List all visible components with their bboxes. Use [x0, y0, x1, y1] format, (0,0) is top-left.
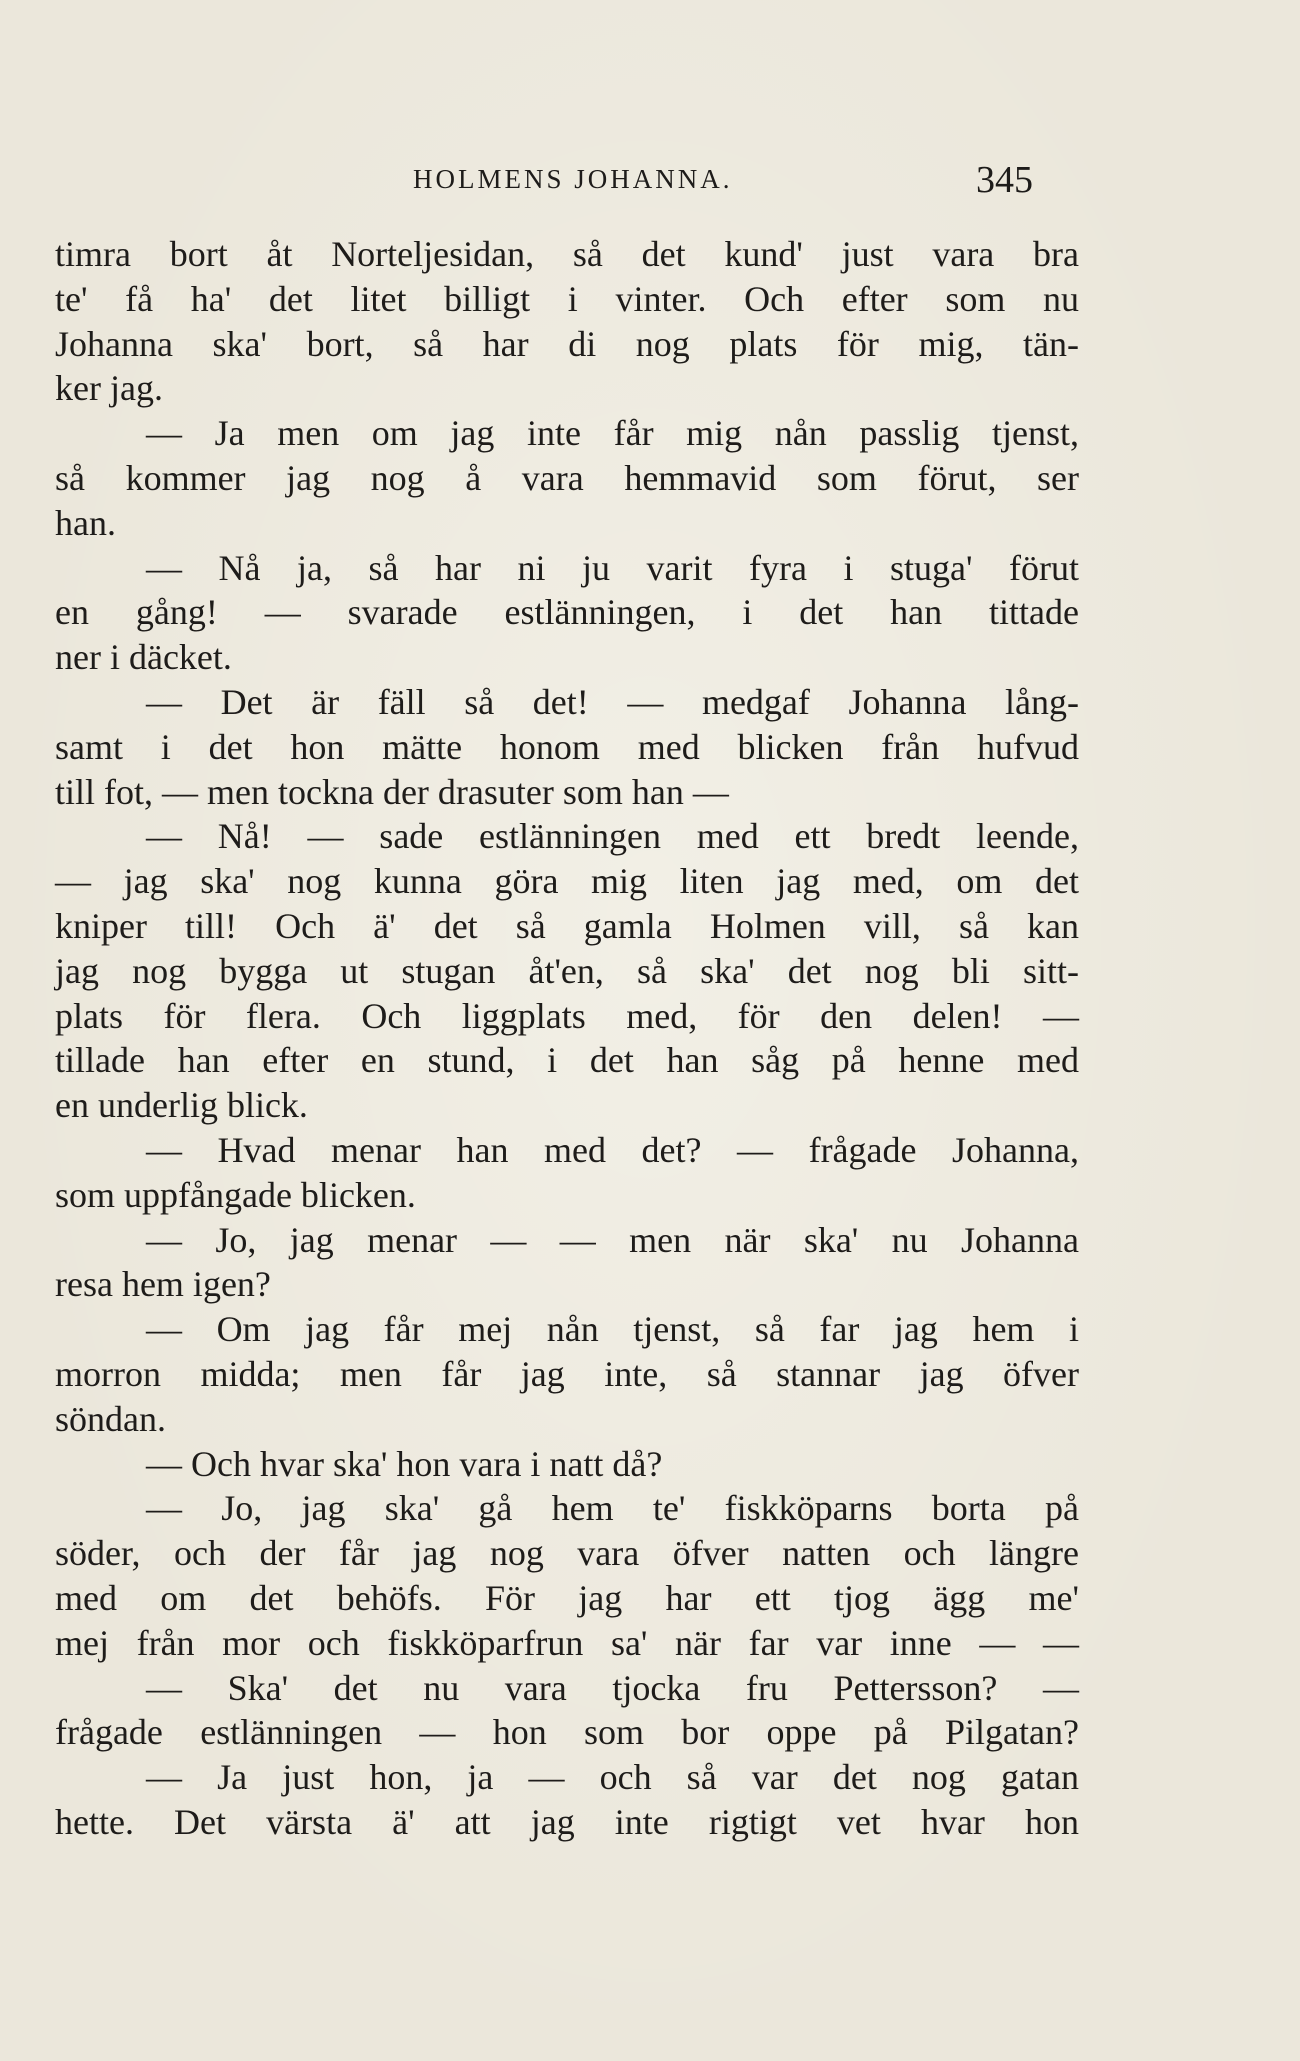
text-line: Johanna ska' bort, så har di nog plats för mig, tän-	[55, 323, 1079, 364]
text-line: mej från mor och fiskköparfrun sa' när far var inne — —	[55, 1622, 1079, 1663]
text-line: — Jo, jag menar — — men när ska' nu Johanna	[146, 1219, 1079, 1260]
text-line: en gång! — svarade estlänningen, i det han tittade	[55, 592, 1079, 633]
text-line: med om det behöfs. För jag har ett tjog ägg me'	[55, 1577, 1079, 1618]
text-line: — Nå! — sade estlänningen med ett bredt leende,	[146, 816, 1079, 857]
text-line: — Om jag får mej nån tjenst, så far jag hem i	[146, 1309, 1079, 1350]
text-line: — Och hvar ska' hon vara i natt då?	[146, 1443, 663, 1484]
text-line: resa hem igen?	[55, 1264, 271, 1305]
text-line: frågade estlänningen — hon som bor oppe på Pilgatan?	[55, 1712, 1079, 1753]
running-header	[413, 158, 1043, 202]
text-line: som uppfångade blicken.	[55, 1174, 416, 1215]
text-line: te' få ha' det litet billigt i vinter. Och efter som nu	[55, 278, 1079, 319]
text-line: så kommer jag nog å vara hemmavid som förut, ser	[55, 457, 1079, 498]
text-line: söder, och der får jag nog vara öfver natten och längre	[55, 1533, 1079, 1574]
text-line: morron midda; men får jag inte, så stannar jag öfver	[55, 1353, 1079, 1394]
text-line: ner i däcket.	[55, 637, 232, 678]
text-line: — Nå ja, så har ni ju varit fyra i stuga' förut	[146, 547, 1079, 588]
text-line: — Ja men om jag inte får mig nån passlig tjenst,	[146, 413, 1079, 454]
text-line: han.	[55, 502, 116, 543]
text-line: jag nog bygga ut stugan åt'en, så ska' det nog bli sitt-	[55, 950, 1079, 991]
text-line: tillade han efter en stund, i det han såg på henne med	[55, 1040, 1079, 1081]
running-title: HOLMENS JOHANNA.	[413, 164, 733, 194]
text-line: hette. Det värsta ä' att jag inte rigtigt vet hvar hon	[55, 1801, 1079, 1842]
text-line: söndan.	[55, 1398, 166, 1439]
text-line: timra bort åt Norteljesidan, så det kund' just vara bra	[55, 234, 1079, 274]
text-line: ker jag.	[55, 368, 163, 409]
text-line: — Jo, jag ska' gå hem te' fiskköparns borta på	[146, 1488, 1079, 1529]
body-text	[55, 232, 1079, 1845]
text-line: — Det är fäll så det! — medgaf Johanna lång-	[146, 681, 1079, 722]
text-line: kniper till! Och ä' det så gamla Holmen vill, så kan	[55, 905, 1079, 946]
text-line: — Ja just hon, ja — och så var det nog gatan	[146, 1757, 1079, 1798]
text-line: till fot, — men tockna der drasuter som han —	[55, 771, 729, 812]
text-line: — Hvad menar han med det? — frågade Johanna,	[146, 1129, 1079, 1170]
text-line: — Ska' det nu vara tjocka fru Pettersson? —	[146, 1667, 1079, 1708]
text-line: — jag ska' nog kunna göra mig liten jag med, om det	[55, 861, 1079, 902]
text-line: samt i det hon mätte honom med blicken från hufvud	[55, 726, 1079, 767]
text-line: en underlig blick.	[55, 1085, 308, 1126]
text-line: plats för flera. Och liggplats med, för den delen! —	[55, 995, 1079, 1036]
page-number: 345	[976, 159, 1033, 201]
